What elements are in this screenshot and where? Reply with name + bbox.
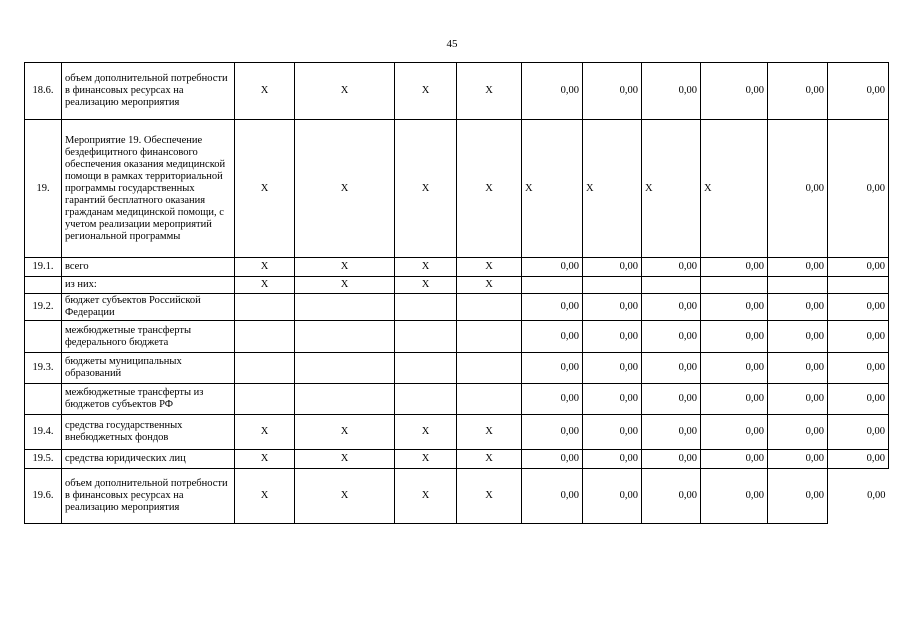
marker-cell: X <box>395 277 457 294</box>
marker-cell: X <box>235 415 295 450</box>
value-cell: 0,00 <box>522 294 583 321</box>
marker-cell: X <box>295 450 395 469</box>
value-cell: 0,00 <box>701 384 768 415</box>
table-row <box>25 294 889 321</box>
marker-cell: X <box>235 277 295 294</box>
marker-cell: X <box>457 120 522 258</box>
marker-cell <box>235 321 295 353</box>
value-cell: X <box>583 120 642 258</box>
value-cell <box>768 277 828 294</box>
row-number-cell <box>25 277 62 294</box>
row-description-cell: всего <box>62 258 235 277</box>
value-cell: 0,00 <box>522 63 583 120</box>
value-cell: 0,00 <box>583 353 642 384</box>
marker-cell: X <box>295 258 395 277</box>
row-number-cell: 19.4. <box>25 415 62 450</box>
value-cell: 0,00 <box>642 294 701 321</box>
row-description-cell: межбюджетные трансферты федерального бюджета <box>62 321 235 353</box>
value-cell: 0,00 <box>768 384 828 415</box>
page-number: 45 <box>446 38 458 50</box>
value-cell: 0,00 <box>642 258 701 277</box>
value-cell: 0,00 <box>701 415 768 450</box>
value-cell: 0,00 <box>642 450 701 469</box>
value-cell: 0,00 <box>768 415 828 450</box>
value-cell: 0,00 <box>522 415 583 450</box>
row-description-cell: средства государственных внебюджетных фондов <box>62 415 235 450</box>
value-cell: 0,00 <box>828 321 889 353</box>
value-cell: 0,00 <box>828 450 889 469</box>
value-cell: 0,00 <box>768 294 828 321</box>
value-cell: 0,00 <box>701 294 768 321</box>
marker-cell <box>395 294 457 321</box>
value-cell: 0,00 <box>522 384 583 415</box>
value-cell: 0,00 <box>522 469 583 524</box>
marker-cell <box>395 384 457 415</box>
value-cell: 0,00 <box>768 450 828 469</box>
marker-cell <box>235 384 295 415</box>
marker-cell: X <box>457 277 522 294</box>
marker-cell: X <box>457 415 522 450</box>
value-cell: 0,00 <box>828 294 889 321</box>
marker-cell <box>395 321 457 353</box>
row-number-cell: 19. <box>25 120 62 258</box>
value-cell: 0,00 <box>583 450 642 469</box>
marker-cell: X <box>395 120 457 258</box>
row-description-cell: из них: <box>62 277 235 294</box>
row-number-cell <box>25 384 62 415</box>
row-number-cell: 19.6. <box>25 469 62 524</box>
marker-cell: X <box>457 258 522 277</box>
row-description-cell: межбюджетные трансферты из бюджетов субъектов РФ <box>62 384 235 415</box>
value-cell: 0,00 <box>583 321 642 353</box>
marker-cell: X <box>235 469 295 524</box>
row-description-cell: бюджеты муниципальных образований <box>62 353 235 384</box>
value-cell: 0,00 <box>701 469 768 524</box>
marker-cell: X <box>395 63 457 120</box>
marker-cell <box>457 384 522 415</box>
table-row <box>25 120 889 258</box>
table-row <box>25 63 889 120</box>
marker-cell: X <box>235 120 295 258</box>
marker-cell: X <box>395 415 457 450</box>
value-cell: 0,00 <box>768 353 828 384</box>
marker-cell: X <box>235 258 295 277</box>
value-cell: 0,00 <box>522 258 583 277</box>
marker-cell <box>395 353 457 384</box>
value-cell: 0,00 <box>642 384 701 415</box>
marker-cell: X <box>395 258 457 277</box>
marker-cell <box>295 321 395 353</box>
row-number-cell: 19.2. <box>25 294 62 321</box>
table-row <box>25 384 889 415</box>
value-cell <box>701 277 768 294</box>
value-cell: 0,00 <box>583 258 642 277</box>
value-cell: 0,00 <box>642 353 701 384</box>
value-cell: 0,00 <box>583 384 642 415</box>
marker-cell <box>295 353 395 384</box>
marker-cell: X <box>295 120 395 258</box>
value-cell: X <box>522 120 583 258</box>
value-cell: 0,00 <box>768 63 828 120</box>
marker-cell: X <box>395 469 457 524</box>
table-row <box>25 321 889 353</box>
table-row <box>25 450 889 469</box>
marker-cell <box>457 321 522 353</box>
marker-cell: X <box>295 277 395 294</box>
row-number-cell: 19.5. <box>25 450 62 469</box>
table-row <box>25 258 889 277</box>
value-cell: 0,00 <box>522 353 583 384</box>
value-cell: 0,00 <box>583 415 642 450</box>
marker-cell: X <box>295 469 395 524</box>
value-cell: 0,00 <box>828 63 889 120</box>
row-number-cell: 18.6. <box>25 63 62 120</box>
marker-cell: X <box>235 63 295 120</box>
budget-table <box>24 62 889 524</box>
value-cell: 0,00 <box>828 353 889 384</box>
row-number-cell: 19.3. <box>25 353 62 384</box>
marker-cell: X <box>395 450 457 469</box>
table-body <box>25 63 889 524</box>
marker-cell: X <box>235 450 295 469</box>
row-number-cell: 19.1. <box>25 258 62 277</box>
value-cell: 0,00 <box>522 450 583 469</box>
value-cell: 0,00 <box>701 450 768 469</box>
row-description-cell: средства юридических лиц <box>62 450 235 469</box>
value-cell: 0,00 <box>642 415 701 450</box>
value-cell: 0,00 <box>828 415 889 450</box>
value-cell: 0,00 <box>701 353 768 384</box>
value-cell: 0,00 <box>828 258 889 277</box>
value-cell: 0,00 <box>768 321 828 353</box>
marker-cell: X <box>457 450 522 469</box>
value-cell: 0,00 <box>642 63 701 120</box>
row-number-cell <box>25 321 62 353</box>
marker-cell <box>295 294 395 321</box>
value-cell: 0,00 <box>701 63 768 120</box>
table-row <box>25 469 889 524</box>
table-row <box>25 277 889 294</box>
value-cell: 0,00 <box>701 258 768 277</box>
value-cell: 0,00 <box>828 120 889 258</box>
value-cell: 0,00 <box>701 321 768 353</box>
value-cell: X <box>642 120 701 258</box>
value-cell <box>522 277 583 294</box>
value-cell: 0,00 <box>828 384 889 415</box>
value-cell <box>828 277 889 294</box>
value-cell: 0,00 <box>583 63 642 120</box>
marker-cell <box>295 384 395 415</box>
value-cell: 0,00 <box>642 321 701 353</box>
value-cell: 0,00 <box>583 294 642 321</box>
marker-cell <box>235 294 295 321</box>
marker-cell <box>235 353 295 384</box>
row-description-cell: объем дополнительной потребности в финансовых ресурсах на реализацию мероприятия <box>62 469 235 524</box>
marker-cell <box>457 353 522 384</box>
value-cell: 0,00 <box>828 469 889 524</box>
table-row <box>25 353 889 384</box>
value-cell <box>583 277 642 294</box>
marker-cell <box>457 294 522 321</box>
row-description-cell: бюджет субъектов Российской Федерации <box>62 294 235 321</box>
value-cell: 0,00 <box>642 469 701 524</box>
value-cell: 0,00 <box>768 120 828 258</box>
marker-cell: X <box>457 469 522 524</box>
row-description-cell: Мероприятие 19. Обеспечение бездефицитного финансового обеспечения оказания медицинской помощи в рамках территориальной программы государственных гарантий бесплатного оказания гражданам медицинской помощи, с учетом реализации мероприятий региональной программы <box>62 120 235 258</box>
table-row <box>25 415 889 450</box>
value-cell: 0,00 <box>768 469 828 524</box>
row-description-cell: объем дополнительной потребности в финансовых ресурсах на реализацию мероприятия <box>62 63 235 120</box>
marker-cell: X <box>457 63 522 120</box>
value-cell: 0,00 <box>583 469 642 524</box>
value-cell <box>642 277 701 294</box>
marker-cell: X <box>295 415 395 450</box>
value-cell: X <box>701 120 768 258</box>
value-cell: 0,00 <box>768 258 828 277</box>
marker-cell: X <box>295 63 395 120</box>
value-cell: 0,00 <box>522 321 583 353</box>
